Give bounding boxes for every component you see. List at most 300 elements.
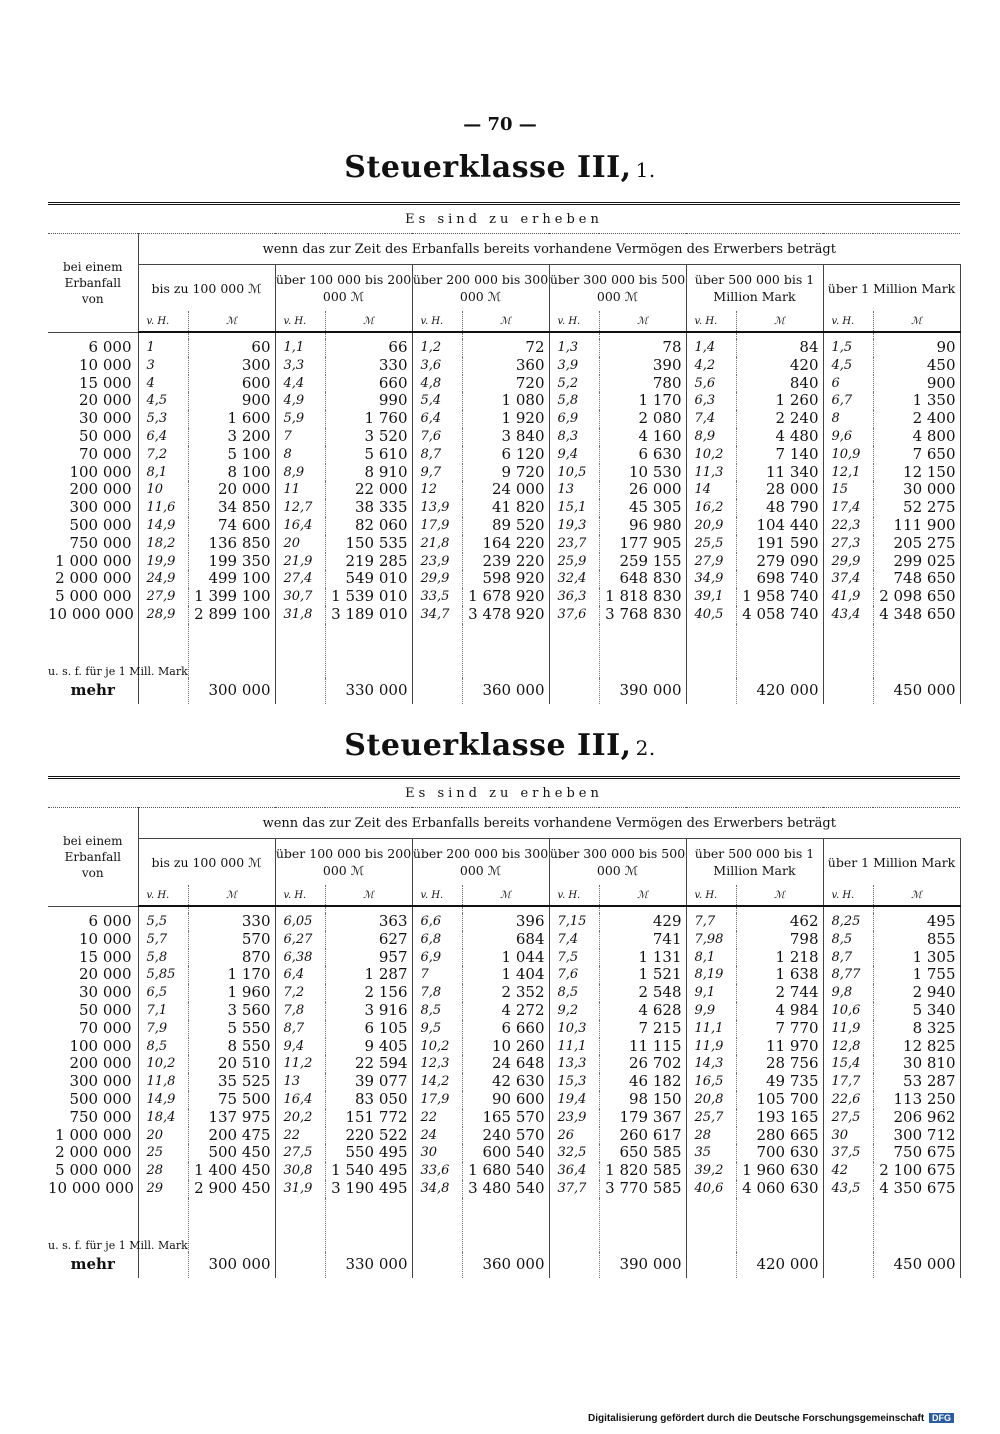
inheritance-amount: 15 000: [48, 949, 138, 967]
tax-amount: 1 305: [873, 949, 960, 967]
row-header-line: Erbanfall: [64, 275, 121, 290]
tax-amount: 191 590: [736, 535, 823, 553]
rate-percent: 7,5: [557, 949, 579, 965]
rate-percent: 8,5: [557, 985, 579, 1001]
empty-cell: [462, 1198, 549, 1252]
tax-amount: 1 260: [736, 392, 823, 410]
footer-text: Digitalisierung gefördert durch die Deutsche Forschungsgemeinschaft: [588, 1413, 925, 1424]
empty-cell: [686, 624, 736, 678]
tax-amount: 4 348 650: [873, 606, 960, 624]
inheritance-amount: 300 000: [48, 1073, 138, 1091]
inheritance-amount: 500 000: [48, 517, 138, 535]
empty-cell: [686, 1252, 736, 1278]
rate-percent: 11,1: [694, 1020, 724, 1036]
tax-amount: 45 305: [599, 499, 686, 517]
table-row: [48, 1073, 960, 1091]
inheritance-amount: 6 000: [48, 913, 138, 931]
inheritance-amount: 750 000: [48, 535, 138, 553]
rate-percent: 10,2: [420, 1038, 450, 1054]
rate-percent: 8,19: [694, 967, 724, 983]
tax-amount: 2 900 450: [188, 1180, 275, 1198]
rate-percent: 5,6: [694, 375, 716, 391]
tax-amount: 66: [325, 339, 412, 357]
table-row: [48, 984, 960, 1002]
tax-amount: 700 630: [736, 1144, 823, 1162]
rate-percent: 20,8: [694, 1091, 724, 1107]
rate-percent: 1,4: [694, 340, 716, 355]
rate-percent: 5,8: [557, 393, 579, 409]
rate-percent: 6,05: [283, 914, 313, 929]
tax-amount: 39 077: [325, 1073, 412, 1091]
section-title-2-text: Steuerklasse III,: [344, 728, 632, 763]
rate-percent: 7,4: [694, 411, 716, 427]
rate-percent: 12,7: [283, 500, 313, 516]
mehr-value: 300 000: [188, 678, 275, 704]
mehr-value: 390 000: [599, 1252, 686, 1278]
footnote-label: u. s. f. für je 1 Mill. Mark: [48, 624, 138, 678]
tax-amount: 42 630: [462, 1073, 549, 1091]
tax-amount: 46 182: [599, 1073, 686, 1091]
tax-amount: 2 744: [736, 984, 823, 1002]
table-row: [48, 392, 960, 410]
tax-amount: 4 480: [736, 428, 823, 446]
mehr-label: mehr: [48, 678, 138, 704]
unit-pct-header: v. H.: [412, 885, 462, 906]
tax-amount: 870: [188, 949, 275, 967]
table-row: [48, 1091, 960, 1109]
tax-amount: 4 984: [736, 1002, 823, 1020]
tax-amount: 2 098 650: [873, 588, 960, 606]
rate-percent: 7,8: [283, 1002, 305, 1018]
rate-percent: 36,3: [557, 589, 587, 605]
tax-amount: 1 960: [188, 984, 275, 1002]
rate-percent: 28: [694, 1127, 712, 1143]
inheritance-amount: 70 000: [48, 446, 138, 464]
inheritance-amount: 200 000: [48, 1055, 138, 1073]
group-header: über 1 Million Mark: [823, 265, 960, 312]
tax-amount: 60: [188, 339, 275, 357]
inheritance-amount: 1 000 000: [48, 1127, 138, 1145]
unit-pct-header: v. H.: [686, 311, 736, 332]
tax-amount: 1 539 010: [325, 588, 412, 606]
header-row-es-sind: [48, 778, 960, 808]
inheritance-amount: 100 000: [48, 1038, 138, 1056]
rate-percent: 11,1: [557, 1038, 587, 1054]
rate-percent: 33,5: [420, 589, 450, 605]
tax-amount: 205 275: [873, 535, 960, 553]
tax-amount: 4 800: [873, 428, 960, 446]
tax-amount: 855: [873, 931, 960, 949]
gap-cell: [686, 906, 736, 913]
empty-cell: [686, 678, 736, 704]
rate-percent: 5,5: [146, 914, 168, 929]
rate-percent: 10,2: [146, 1056, 176, 1072]
tax-amount: 300: [188, 357, 275, 375]
group-header: bis zu 100 000 ℳ: [138, 839, 275, 886]
gap-cell: [138, 906, 188, 913]
section-title-1-text: Steuerklasse III,: [344, 150, 632, 185]
rate-percent: 11,9: [831, 1020, 861, 1036]
gap-cell: [823, 332, 873, 339]
tax-amount: 10 260: [462, 1038, 549, 1056]
inheritance-amount: 30 000: [48, 984, 138, 1002]
empty-cell: [599, 1198, 686, 1252]
unit-mark-header: ℳ: [599, 885, 686, 906]
gap-cell: [138, 332, 188, 339]
table-row: [48, 428, 960, 446]
unit-pct-header: v. H.: [549, 311, 599, 332]
tax-amount: 450: [873, 357, 960, 375]
rate-percent: 22,6: [831, 1091, 861, 1107]
tax-amount: 2 548: [599, 984, 686, 1002]
unit-mark-header: ℳ: [188, 311, 275, 332]
tax-amount: 111 900: [873, 517, 960, 535]
tax-amount: 6 660: [462, 1020, 549, 1038]
header-row-units: [48, 885, 960, 906]
rate-percent: 3,3: [283, 357, 305, 373]
gap-cell: [412, 906, 462, 913]
rate-percent: 27,9: [694, 553, 724, 569]
rate-percent: 40,5: [694, 606, 724, 622]
inheritance-amount: 2 000 000: [48, 1144, 138, 1162]
rate-percent: 14,3: [694, 1056, 724, 1072]
rate-percent: 5,4: [420, 393, 442, 409]
tax-amount: 150 535: [325, 535, 412, 553]
tax-amount: 98 150: [599, 1091, 686, 1109]
tax-amount: 1 170: [188, 966, 275, 984]
tax-amount: 396: [462, 913, 549, 931]
rate-percent: 24,9: [146, 571, 176, 587]
tax-amount: 300 712: [873, 1127, 960, 1145]
tax-amount: 26 702: [599, 1055, 686, 1073]
rate-percent: 8,25: [831, 914, 861, 929]
tax-amount: 2 156: [325, 984, 412, 1002]
rate-percent: 37,4: [831, 571, 861, 587]
inheritance-amount: 10 000 000: [48, 1180, 138, 1198]
rate-percent: 20,2: [283, 1109, 313, 1125]
rate-percent: 20: [283, 535, 301, 551]
unit-mark-header: ℳ: [462, 885, 549, 906]
footnote-label: u. s. f. für je 1 Mill. Mark: [48, 1198, 138, 1252]
table-row: [48, 1180, 960, 1198]
tax-amount: 8 550: [188, 1038, 275, 1056]
rate-percent: 20,9: [694, 517, 724, 533]
tax-amount: 74 600: [188, 517, 275, 535]
empty-cell: [462, 624, 549, 678]
table-row: [48, 1109, 960, 1127]
rate-percent: 7,6: [557, 967, 579, 983]
rate-percent: 31,9: [283, 1180, 313, 1196]
tax-amount: 6 120: [462, 446, 549, 464]
rate-percent: 1,5: [831, 340, 853, 355]
unit-mark-header: ℳ: [599, 311, 686, 332]
empty-cell: [275, 624, 325, 678]
rate-percent: 14,9: [146, 1091, 176, 1107]
table-row: [48, 1162, 960, 1180]
rate-percent: 32,4: [557, 571, 587, 587]
rate-percent: 21,8: [420, 535, 450, 551]
tax-amount: 10 530: [599, 464, 686, 482]
rate-percent: 30,8: [283, 1163, 313, 1179]
inheritance-amount: 2 000 000: [48, 570, 138, 588]
rate-percent: 13,3: [557, 1056, 587, 1072]
tax-amount: 96 980: [599, 517, 686, 535]
tax-amount: 4 060 630: [736, 1180, 823, 1198]
tax-amount: 1 960 630: [736, 1162, 823, 1180]
tax-amount: 3 840: [462, 428, 549, 446]
rate-percent: 7,7: [694, 914, 716, 929]
tax-amount: 3 560: [188, 1002, 275, 1020]
tax-amount: 1 287: [325, 966, 412, 984]
inheritance-amount: 1 000 000: [48, 553, 138, 571]
rate-percent: 1,1: [283, 340, 305, 355]
rate-percent: 10: [146, 482, 164, 498]
table-row: [48, 949, 960, 967]
rate-percent: 4,5: [831, 357, 853, 373]
rate-percent: 5,85: [146, 967, 176, 983]
rate-percent: 13: [283, 1074, 301, 1090]
table-row: [48, 410, 960, 428]
rate-percent: 4,5: [146, 393, 168, 409]
table-row: [48, 499, 960, 517]
rate-percent: 9,6: [831, 428, 853, 444]
tax-amount: 600 540: [462, 1144, 549, 1162]
inheritance-amount: 10 000: [48, 357, 138, 375]
rate-percent: 9,5: [420, 1020, 442, 1036]
tax-amount: 3 770 585: [599, 1180, 686, 1198]
rate-percent: 9,9: [694, 1002, 716, 1018]
rate-percent: 8,9: [694, 428, 716, 444]
gap-cell: [275, 332, 325, 339]
rate-percent: 19,3: [557, 517, 587, 533]
tax-amount: 550 495: [325, 1144, 412, 1162]
rate-percent: 7: [420, 967, 429, 983]
tax-amount: 38 335: [325, 499, 412, 517]
inheritance-amount: 6 000: [48, 339, 138, 357]
rate-percent: 5,7: [146, 931, 168, 947]
tax-amount: 84: [736, 339, 823, 357]
tax-amount: 2 940: [873, 984, 960, 1002]
rate-percent: 25,7: [694, 1109, 724, 1125]
tax-amount: 20 000: [188, 481, 275, 499]
rate-percent: 3,6: [420, 357, 442, 373]
rate-percent: 6: [831, 375, 840, 391]
tax-amount: 177 905: [599, 535, 686, 553]
tax-amount: 220 522: [325, 1127, 412, 1145]
rate-percent: 31,8: [283, 606, 313, 622]
table-row: [48, 1127, 960, 1145]
table-row: [48, 375, 960, 393]
table-row: [48, 1020, 960, 1038]
tax-amount: 239 220: [462, 553, 549, 571]
empty-cell: [823, 678, 873, 704]
empty-cell: [599, 624, 686, 678]
tax-amount: 957: [325, 949, 412, 967]
rate-percent: 32,5: [557, 1145, 587, 1161]
empty-cell: [686, 1198, 736, 1252]
tax-amount: 500 450: [188, 1144, 275, 1162]
tax-amount: 648 830: [599, 570, 686, 588]
empty-cell: [549, 624, 599, 678]
tax-amount: 75 500: [188, 1091, 275, 1109]
mehr-value: 360 000: [462, 678, 549, 704]
mehr-value: 450 000: [873, 678, 960, 704]
rate-percent: 19,4: [557, 1091, 587, 1107]
header-row-units: [48, 311, 960, 332]
tax-amount: 12 150: [873, 464, 960, 482]
tax-amount: 206 962: [873, 1109, 960, 1127]
rate-percent: 21,9: [283, 553, 313, 569]
gap-cell: [549, 332, 599, 339]
tax-amount: 4 272: [462, 1002, 549, 1020]
table-row: [48, 1038, 960, 1056]
rate-percent: 14,9: [146, 517, 176, 533]
rate-percent: 22,3: [831, 517, 861, 533]
section-title-2: [0, 728, 1000, 763]
unit-mark-header: ℳ: [873, 311, 960, 332]
rate-percent: 7,98: [694, 931, 724, 947]
tax-amount: 4 628: [599, 1002, 686, 1020]
table-row: [48, 464, 960, 482]
rate-percent: 30: [420, 1145, 438, 1161]
rate-percent: 27,4: [283, 571, 313, 587]
tax-amount: 1 131: [599, 949, 686, 967]
rate-percent: 20: [146, 1127, 164, 1143]
rate-percent: 12: [420, 482, 438, 498]
gap-cell: [823, 906, 873, 913]
tax-amount: 78: [599, 339, 686, 357]
rate-percent: 6,4: [420, 411, 442, 427]
tax-amount: 193 165: [736, 1109, 823, 1127]
rate-percent: 10,5: [557, 464, 587, 480]
rate-percent: 6,6: [420, 914, 442, 929]
rate-percent: 15,3: [557, 1074, 587, 1090]
tax-amount: 9 405: [325, 1038, 412, 1056]
table-row: [48, 588, 960, 606]
table-row: [48, 931, 960, 949]
rate-percent: 1: [146, 340, 155, 355]
tax-amount: 12 825: [873, 1038, 960, 1056]
rate-percent: 22: [420, 1109, 438, 1125]
rate-percent: 28,9: [146, 606, 176, 622]
tax-amount: 165 570: [462, 1109, 549, 1127]
tax-amount: 11 970: [736, 1038, 823, 1056]
tax-amount: 1 400 450: [188, 1162, 275, 1180]
tax-amount: 72: [462, 339, 549, 357]
rate-percent: 12,3: [420, 1056, 450, 1072]
tax-amount: 113 250: [873, 1091, 960, 1109]
inheritance-amount: 500 000: [48, 1091, 138, 1109]
empty-cell: [873, 1198, 960, 1252]
table-row: [48, 913, 960, 931]
tax-amount: 90: [873, 339, 960, 357]
rate-percent: 34,9: [694, 571, 724, 587]
tax-amount: 26 000: [599, 481, 686, 499]
rate-percent: 17,4: [831, 500, 861, 516]
rate-percent: 14,2: [420, 1074, 450, 1090]
rate-percent: 8,5: [420, 1002, 442, 1018]
mehr-value: 390 000: [599, 678, 686, 704]
tax-amount: 259 155: [599, 553, 686, 571]
es-sind-header: Es sind zu erheben: [48, 204, 960, 234]
tax-amount: 20 510: [188, 1055, 275, 1073]
tax-amount: 1 920: [462, 410, 549, 428]
footnote-row: [48, 624, 960, 678]
table-row: [48, 535, 960, 553]
gap-cell: [275, 906, 325, 913]
rate-percent: 5,9: [283, 411, 305, 427]
tax-amount: 750 675: [873, 1144, 960, 1162]
inheritance-amount: 5 000 000: [48, 1162, 138, 1180]
tax-amount: 3 478 920: [462, 606, 549, 624]
rate-percent: 7,1: [146, 1002, 168, 1018]
tax-amount: 390: [599, 357, 686, 375]
rate-percent: 25,9: [557, 553, 587, 569]
tax-amount: 650 585: [599, 1144, 686, 1162]
table-row: [48, 481, 960, 499]
rate-percent: 11: [283, 482, 301, 498]
table-row: [48, 1002, 960, 1020]
unit-pct-header: v. H.: [138, 311, 188, 332]
empty-cell: [325, 1198, 412, 1252]
tax-amount: 2 400: [873, 410, 960, 428]
empty-cell: [412, 678, 462, 704]
group-header: über 500 000 bis 1 Million Mark: [686, 839, 823, 886]
rate-percent: 10,9: [831, 446, 861, 462]
unit-pct-header: v. H.: [686, 885, 736, 906]
page-number: — 70 —: [463, 114, 537, 135]
tax-amount: 3 520: [325, 428, 412, 446]
tax-amount: 2 352: [462, 984, 549, 1002]
rate-percent: 25: [146, 1145, 164, 1161]
rate-percent: 4,4: [283, 375, 305, 391]
tax-table-1: [48, 202, 961, 704]
rate-percent: 6,3: [694, 393, 716, 409]
tax-amount: 1 080: [462, 392, 549, 410]
inheritance-amount: 70 000: [48, 1020, 138, 1038]
empty-cell: [138, 1252, 188, 1278]
group-header: über 500 000 bis 1 Million Mark: [686, 265, 823, 312]
table-row: [48, 1144, 960, 1162]
rate-percent: 5,3: [146, 411, 168, 427]
header-row-condition: [48, 234, 960, 265]
unit-pct-header: v. H.: [549, 885, 599, 906]
group-header: über 200 000 bis 300 000 ℳ: [412, 839, 549, 886]
tax-amount: 1 818 830: [599, 588, 686, 606]
unit-pct-header: v. H.: [823, 311, 873, 332]
tax-amount: 1 958 740: [736, 588, 823, 606]
rate-percent: 16,2: [694, 500, 724, 516]
empty-cell: [736, 624, 823, 678]
tax-amount: 3 480 540: [462, 1180, 549, 1198]
tax-amount: 279 090: [736, 553, 823, 571]
tax-amount: 499 100: [188, 570, 275, 588]
row-header-line: von: [81, 865, 104, 880]
group-header: über 200 000 bis 300 000 ℳ: [412, 265, 549, 312]
empty-cell: [873, 624, 960, 678]
unit-pct-header: v. H.: [412, 311, 462, 332]
rate-percent: 8: [283, 446, 292, 462]
rate-percent: 35: [694, 1145, 712, 1161]
rate-percent: 36,4: [557, 1163, 587, 1179]
empty-cell: [823, 1252, 873, 1278]
rate-percent: 8: [831, 411, 840, 427]
tax-amount: 429: [599, 913, 686, 931]
rate-percent: 29,9: [420, 571, 450, 587]
rate-percent: 8,3: [557, 428, 579, 444]
tax-amount: 41 820: [462, 499, 549, 517]
tax-amount: 495: [873, 913, 960, 931]
